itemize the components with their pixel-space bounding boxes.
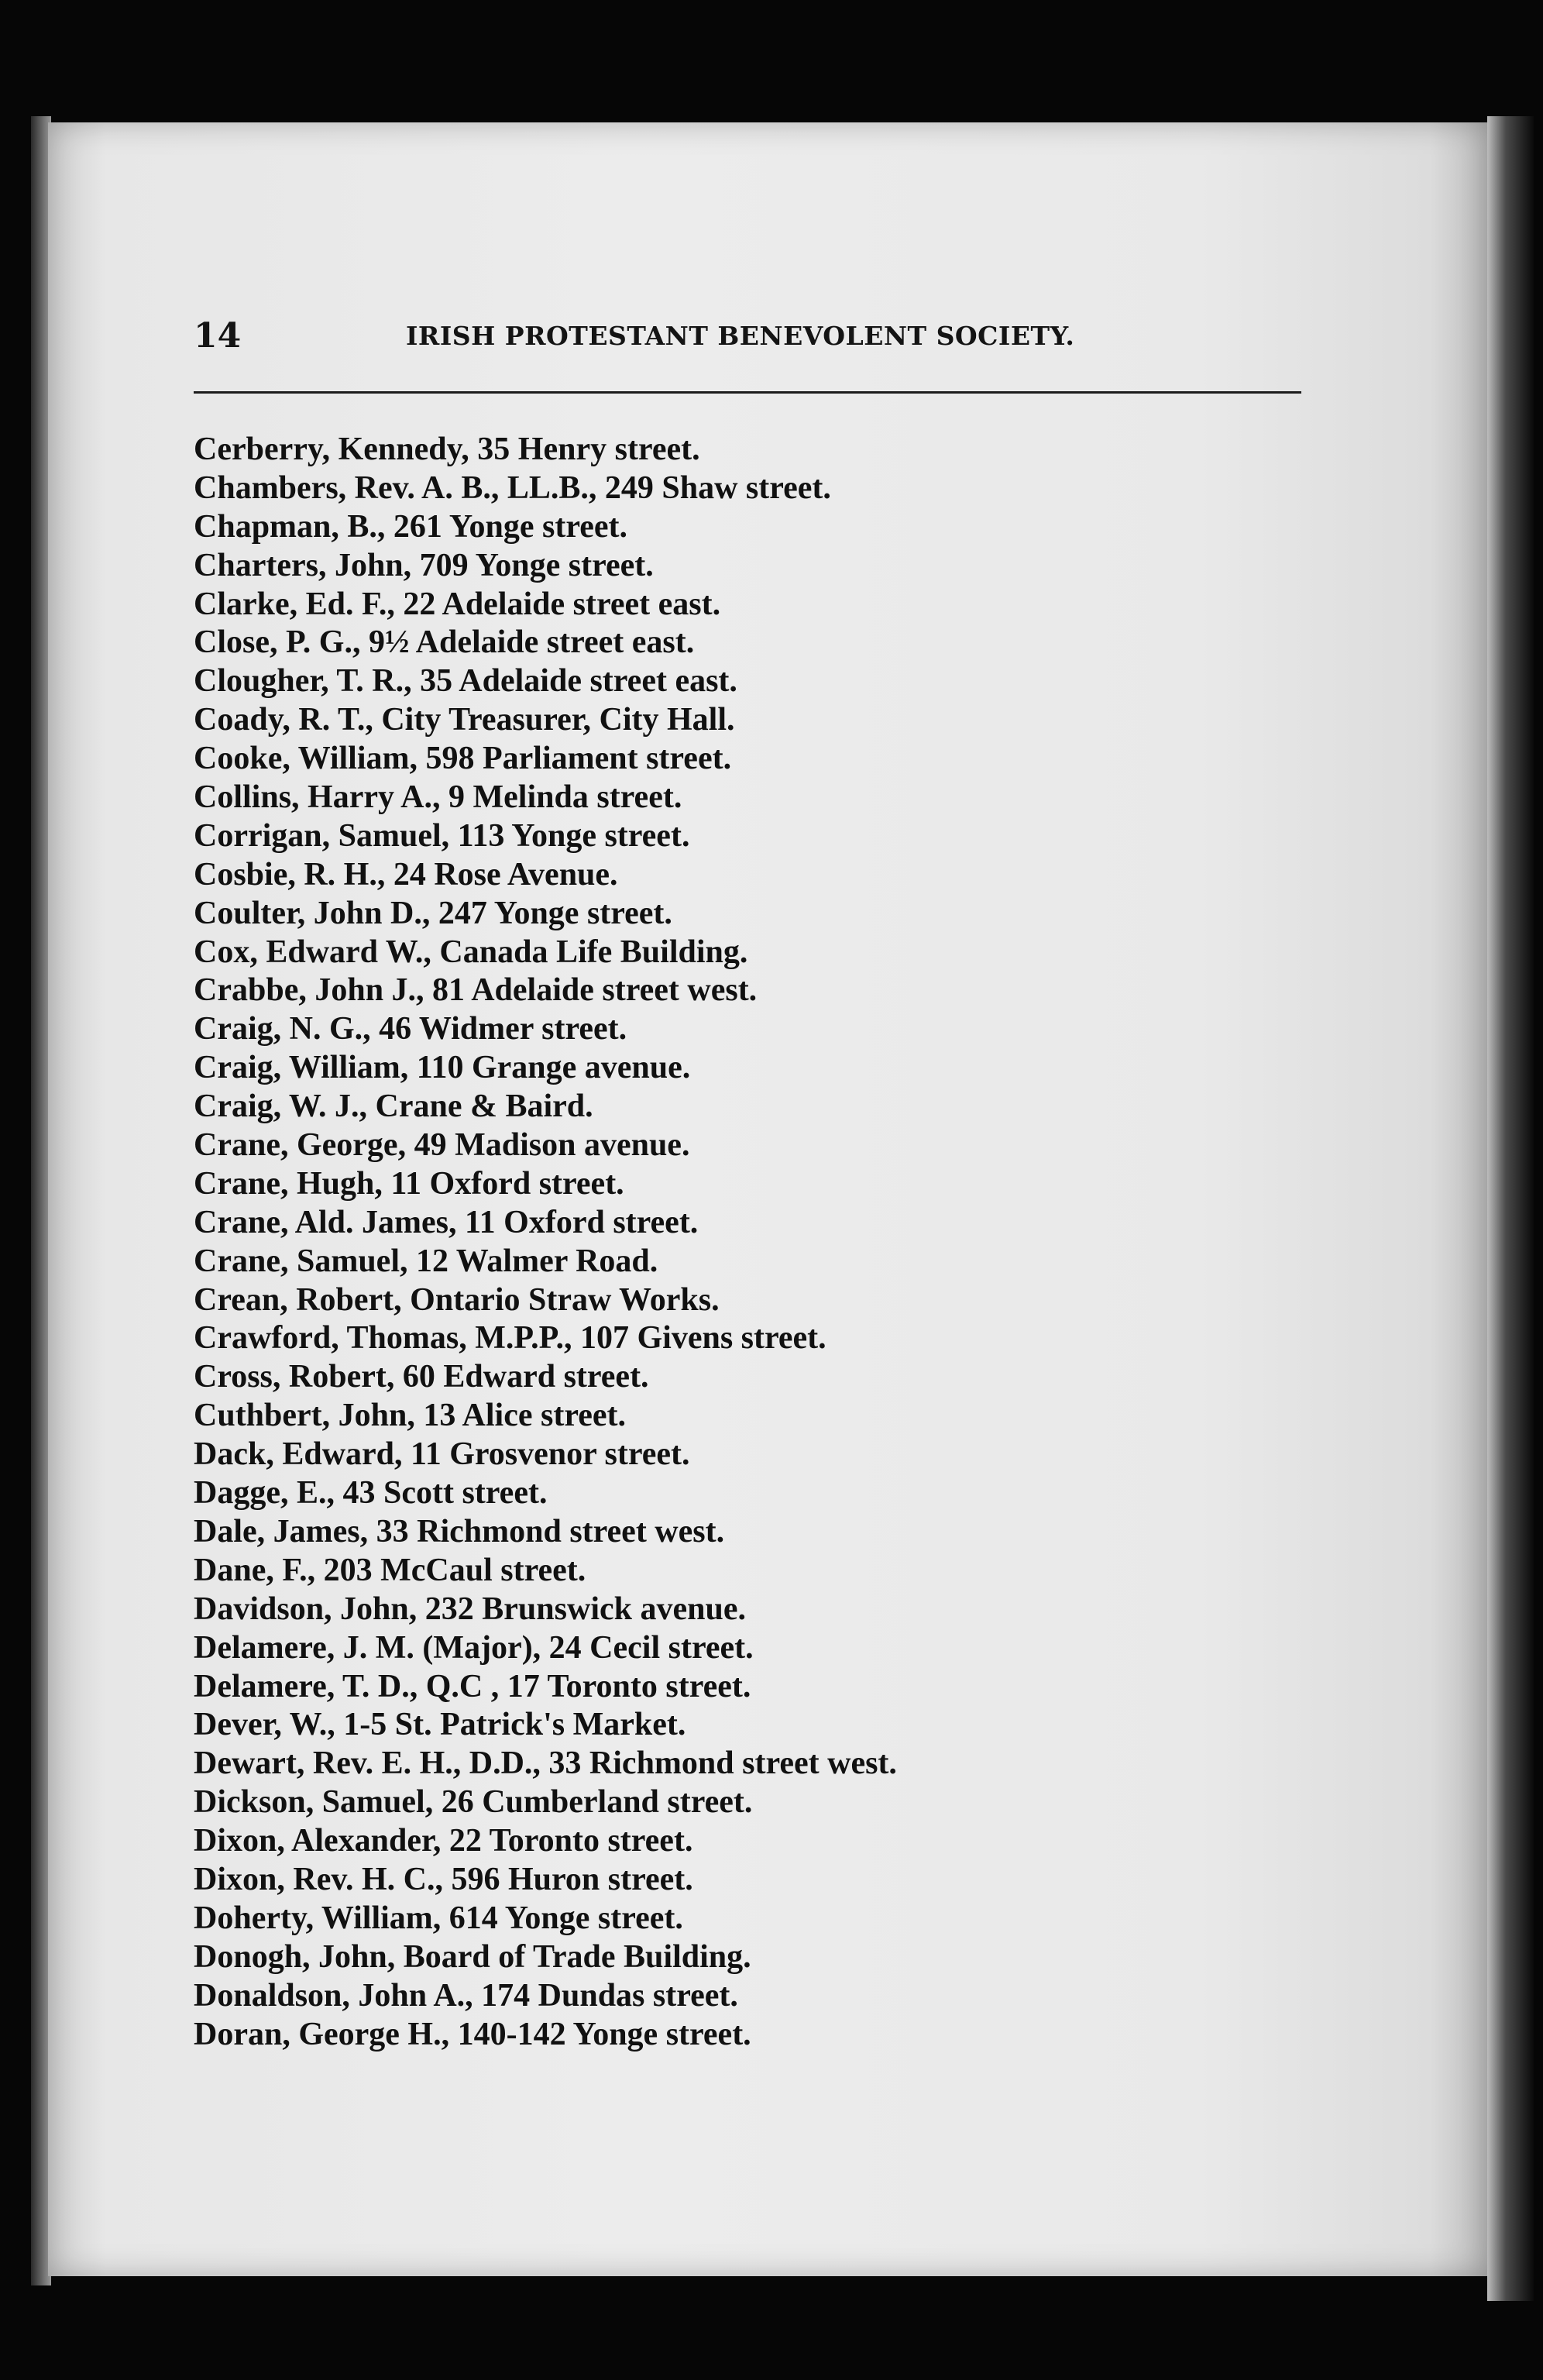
member-entry: Collins, Harry A., 9 Melinda street.: [194, 779, 682, 816]
member-entry: Crawford, Thomas, M.P.P., 107 Givens street.: [194, 1320, 826, 1357]
header-rule: [194, 391, 1301, 394]
book-binding-right-edge: [1487, 116, 1534, 2301]
member-list: [194, 431, 1301, 2054]
member-entry: Cox, Edward W., Canada Life Building.: [194, 934, 748, 970]
member-entry: Craig, William, 110 Grange avenue.: [194, 1050, 691, 1086]
page-number: 14: [194, 316, 242, 356]
member-entry: Clougher, T. R., 35 Adelaide street east.: [194, 663, 737, 700]
member-entry: Craig, N. G., 46 Widmer street.: [194, 1011, 627, 1047]
member-entry: Dale, James, 33 Richmond street west.: [194, 1513, 725, 1549]
member-entry: Chapman, B., 261 Yonge street.: [194, 508, 628, 545]
member-entry: Cross, Robert, 60 Edward street.: [194, 1359, 649, 1395]
member-entry: Dack, Edward, 11 Grosvenor street.: [194, 1436, 690, 1473]
member-entry: Dever, W., 1-5 St. Patrick's Market.: [194, 1707, 686, 1743]
member-entry: Coady, R. T., City Treasurer, City Hall.: [194, 702, 735, 738]
member-entry: Charters, John, 709 Yonge street.: [194, 547, 654, 583]
member-entry: Donaldson, John A., 174 Dundas street.: [194, 1977, 738, 2014]
member-entry: Chambers, Rev. A. B., LL.B., 249 Shaw street.: [194, 469, 831, 506]
running-title: IRISH PROTESTANT BENEVOLENT SOCIETY.: [406, 321, 1075, 351]
member-entry: Close, P. G., 9½ Adelaide street east.: [194, 624, 695, 661]
member-entry: Dane, F., 203 McCaul street.: [194, 1552, 586, 1588]
member-entry: Donogh, John, Board of Trade Building.: [194, 1938, 751, 1975]
member-entry: Delamere, J. M. (Major), 24 Cecil street.: [194, 1629, 754, 1666]
member-entry: Crabbe, John J., 81 Adelaide street west.: [194, 972, 758, 1009]
member-entry: Craig, W. J., Crane & Baird.: [194, 1089, 593, 1125]
member-entry: Cooke, William, 598 Parliament street.: [194, 741, 732, 777]
member-entry: Crane, Ald. James, 11 Oxford street.: [194, 1204, 699, 1240]
member-entry: Doran, George H., 140-142 Yonge street.: [194, 2016, 751, 2052]
member-entry: Cosbie, R. H., 24 Rose Avenue.: [194, 856, 618, 892]
member-entry: Coulter, John D., 247 Yonge street.: [194, 895, 672, 931]
member-entry: Dixon, Rev. H. C., 596 Huron street.: [194, 1861, 693, 1897]
member-entry: Dixon, Alexander, 22 Toronto street.: [194, 1823, 693, 1859]
member-entry: Dewart, Rev. E. H., D.D., 33 Richmond street west.: [194, 1745, 897, 1782]
member-entry: Cuthbert, John, 13 Alice street.: [194, 1398, 626, 1434]
member-entry: Doherty, William, 614 Yonge street.: [194, 1900, 683, 1936]
member-entry: Dagge, E., 43 Scott street.: [194, 1475, 548, 1512]
member-entry: Corrigan, Samuel, 113 Yonge street.: [194, 817, 690, 854]
member-entry: Dickson, Samuel, 26 Cumberland street.: [194, 1784, 753, 1821]
member-entry: Delamere, T. D., Q.C , 17 Toronto street.: [194, 1668, 751, 1704]
member-entry: Crane, Samuel, 12 Walmer Road.: [194, 1243, 658, 1279]
member-entry: Davidson, John, 232 Brunswick avenue.: [194, 1591, 746, 1627]
member-entry: Clarke, Ed. F., 22 Adelaide street east.: [194, 586, 721, 622]
member-entry: Crane, Hugh, 11 Oxford street.: [194, 1165, 624, 1202]
member-entry: Cerberry, Kennedy, 35 Henry street.: [194, 432, 700, 467]
member-entry: Crane, George, 49 Madison avenue.: [194, 1127, 690, 1164]
member-entry: Crean, Robert, Ontario Straw Works.: [194, 1281, 720, 1318]
page-header: [194, 316, 1301, 370]
